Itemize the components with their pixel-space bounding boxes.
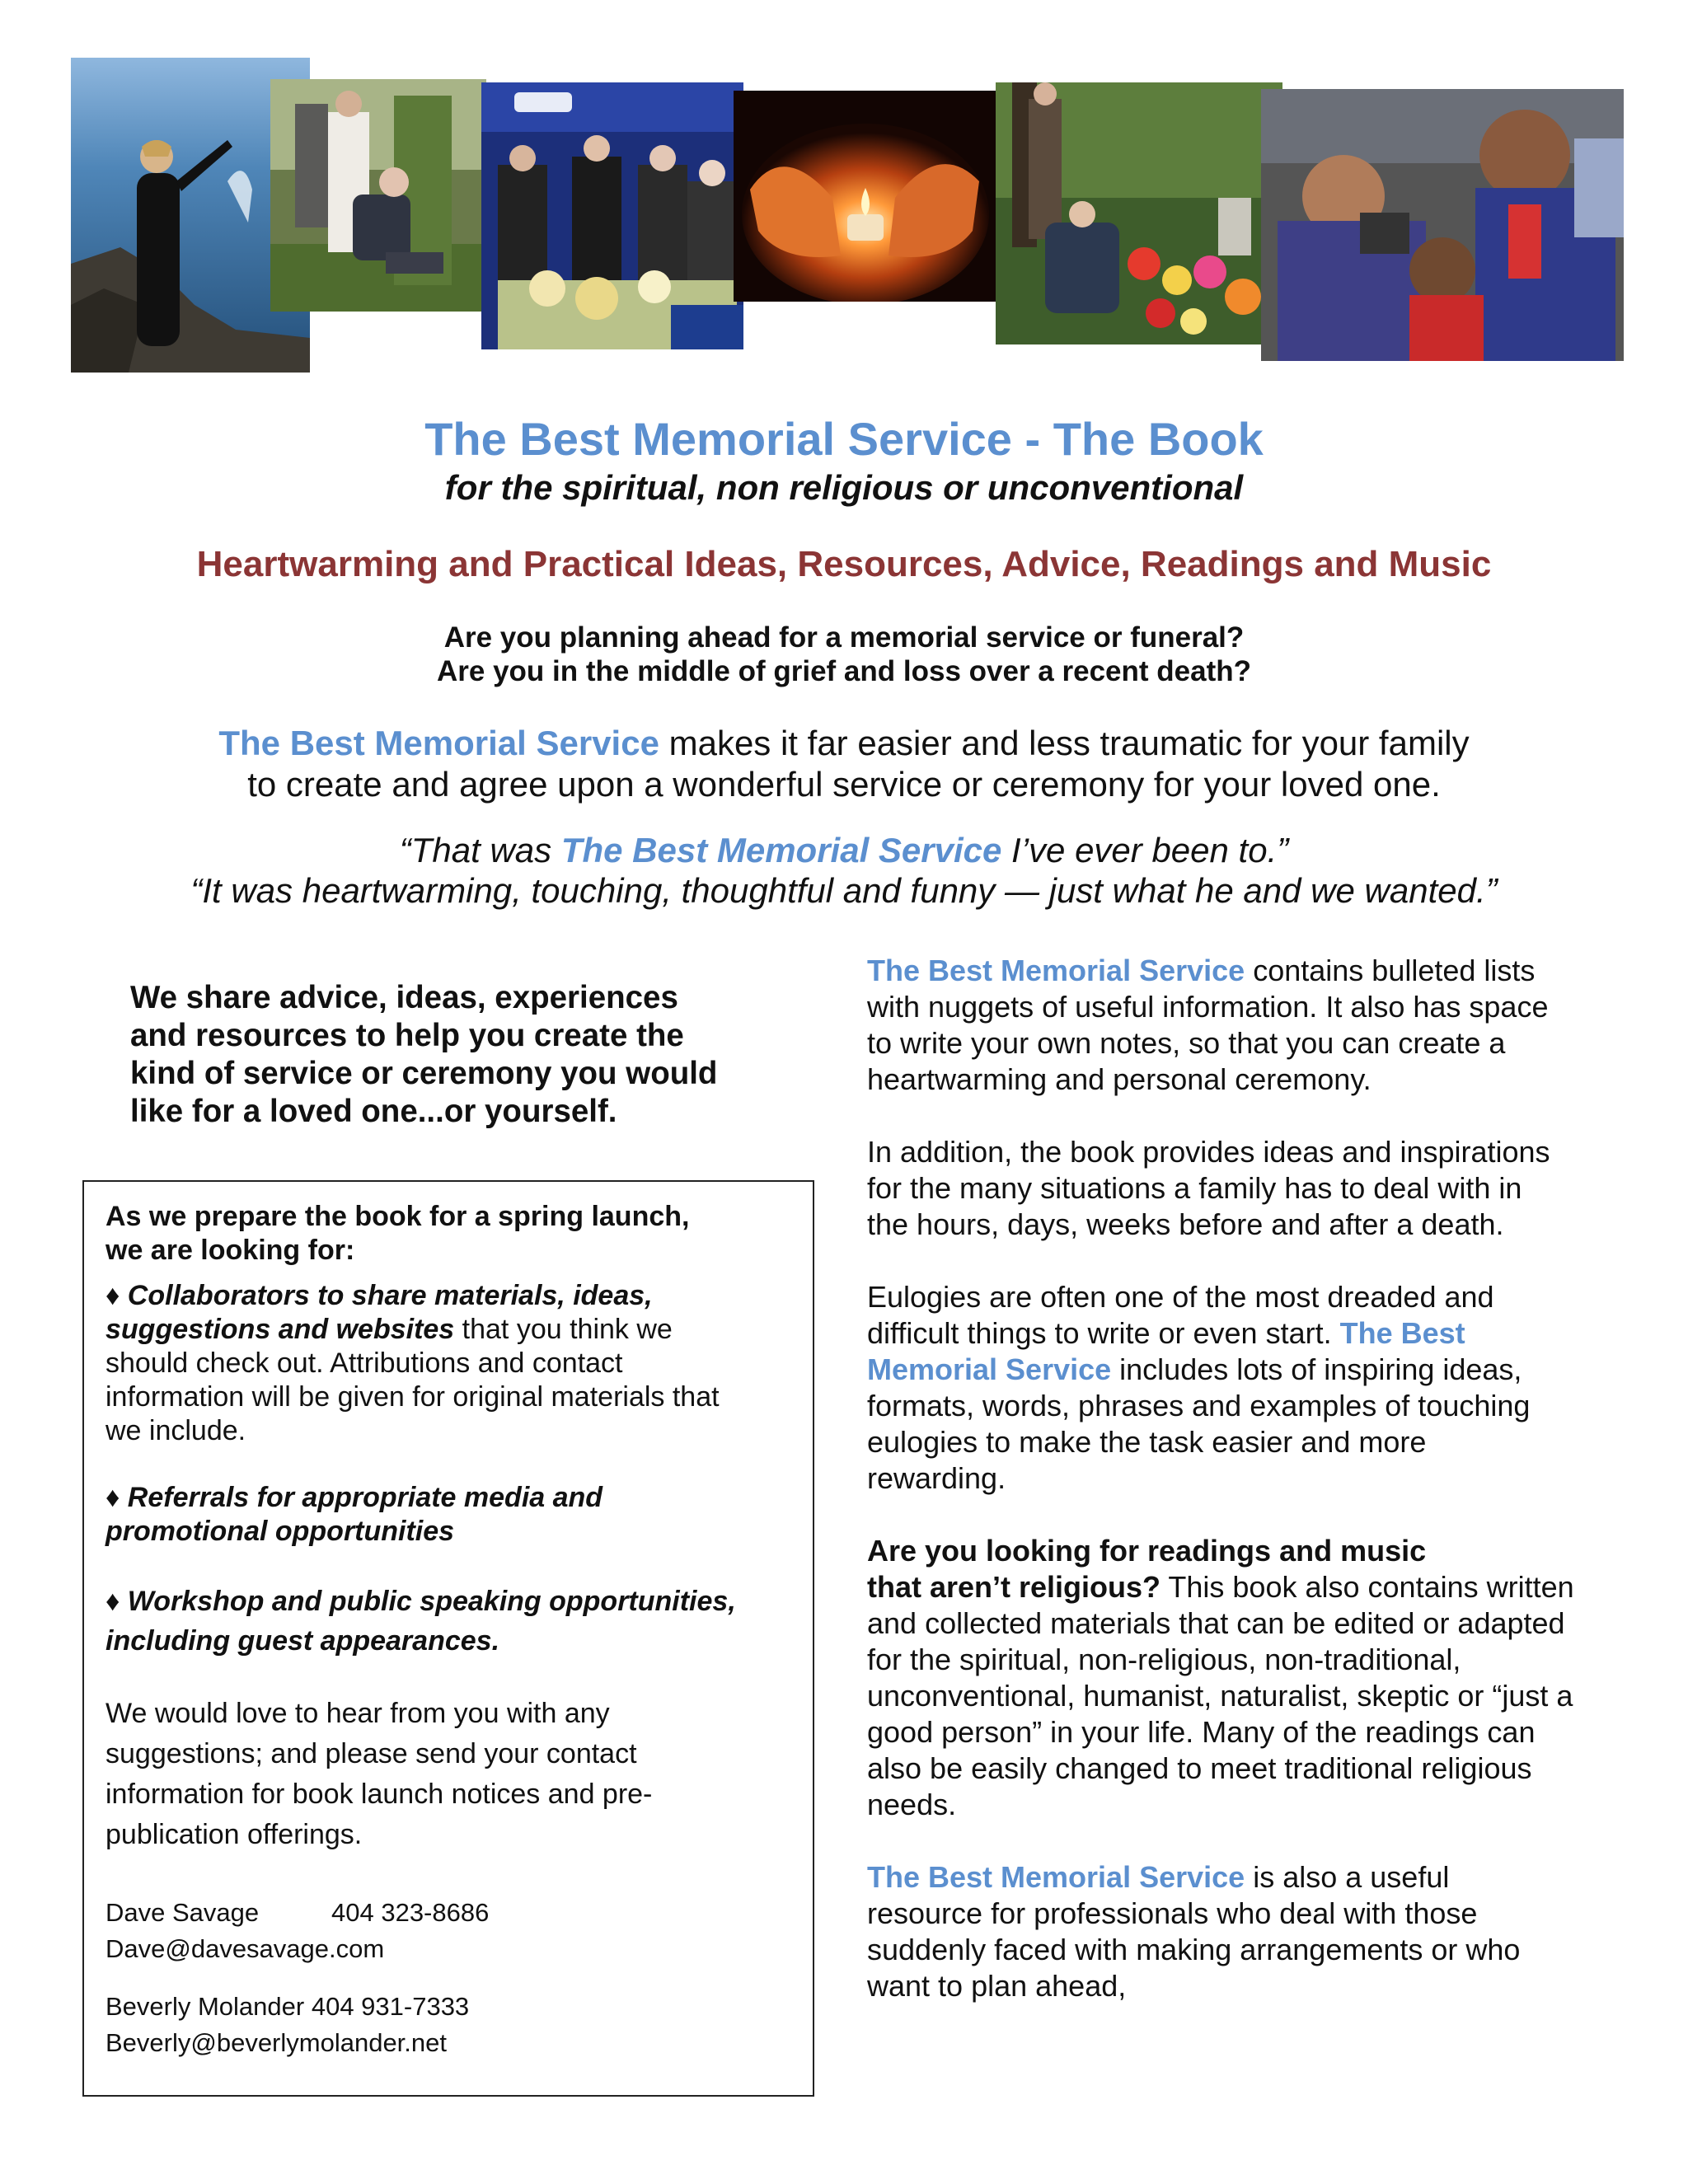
photo-flowers — [996, 82, 1282, 344]
testimonial-1 — [0, 831, 1688, 870]
item-workshop-line-1: ♦ Workshop and public speaking opportunities, — [106, 1586, 736, 1617]
item-collaborators-line-4: information will be given for original materials that — [106, 1381, 720, 1413]
love-line: suggestions; and please send your contact — [106, 1738, 637, 1769]
readings-question-end: that aren’t religious? — [867, 1570, 1161, 1604]
text-line: for the many situations a family has to deal with in — [867, 1171, 1522, 1205]
contact-dave-name: Dave Savage — [106, 1898, 260, 1927]
share-line: kind of service or ceremony you would — [130, 1056, 718, 1091]
text-line: resource for professionals who deal with those — [867, 1896, 1478, 1930]
share-statement — [130, 979, 806, 1131]
contact-dave-phone: 404 323-8686 — [331, 1898, 490, 1927]
contact-dave-email[interactable]: Dave@davesavage.com — [106, 1934, 385, 1963]
paragraph-readings-music — [867, 1533, 1642, 1823]
brand-name: The Best Memorial Service — [867, 954, 1245, 987]
brand-name: Memorial Service — [867, 1352, 1112, 1386]
readings-question: Are you looking for readings and music — [867, 1534, 1427, 1568]
box-heading-line-1: As we prepare the book for a spring launch, — [106, 1201, 690, 1232]
subtitle: for the spiritual, non religious or unconventional — [444, 468, 1244, 507]
text-line: contains bulleted lists — [1245, 954, 1536, 987]
quote1-brand: The Best Memorial Service — [560, 831, 1002, 869]
text-line: for the spiritual, non-religious, non-traditional, — [867, 1643, 1461, 1676]
contact-dave — [106, 1895, 813, 1931]
contact-beverly-email[interactable]: Beverly@beverlymolander.net — [106, 2028, 448, 2057]
intro-line-1 — [0, 724, 1688, 763]
text-line: In addition, the book provides ideas and inspirations — [867, 1135, 1550, 1169]
text-line: includes lots of inspiring ideas, — [1111, 1352, 1522, 1386]
question-planning: Are you planning ahead for a memorial service or funeral? — [443, 621, 1245, 654]
intro-line-1-text: makes it far easier and less traumatic for your family — [659, 724, 1470, 762]
text-line: Eulogies are often one of the most dreaded and — [867, 1280, 1494, 1314]
share-line: like for a loved one...or yourself. — [130, 1094, 617, 1129]
photo-candle — [734, 91, 996, 302]
text-line: difficult things to write or even start. — [867, 1316, 1340, 1350]
love-line: information for book launch notices and pre- — [106, 1779, 653, 1810]
photo-grieving — [1261, 89, 1624, 361]
item-referrals-line-1: ♦ Referrals for appropriate media and — [106, 1482, 603, 1513]
quote1-post: I’ve ever been to.” — [1001, 831, 1289, 869]
tagline: Heartwarming and Practical Ideas, Resources, Advice, Readings and Music — [196, 544, 1492, 584]
intro-line-2: to create and agree upon a wonderful service or ceremony for your loved one. — [247, 765, 1441, 804]
text-line: suddenly faced with making arrangements or who — [867, 1933, 1521, 1966]
item-collaborators-line-1: ♦ Collaborators to share materials, ideas, — [106, 1280, 653, 1311]
contact-beverly: Beverly Molander 404 931-7333 — [106, 1992, 470, 2021]
item-workshop-line-2: including guest appearances. — [106, 1625, 500, 1657]
item-referrals-line-2: promotional opportunities — [106, 1516, 455, 1547]
item-collaborators-rest: that you think we — [454, 1314, 673, 1345]
photo-graveside — [270, 79, 486, 312]
page-title: The Best Memorial Service - The Book — [424, 413, 1264, 465]
text-line: This book also contains written — [1160, 1570, 1574, 1604]
item-collaborators-line-5: we include. — [106, 1415, 246, 1446]
text-line: eulogies to make the task easier and more — [867, 1425, 1427, 1459]
brand-name: The Best Memorial Service — [867, 1860, 1245, 1894]
text-line: unconventional, humanist, naturalist, skeptic or “just a — [867, 1679, 1573, 1713]
text-line: with nuggets of useful information. It also has space — [867, 990, 1549, 1024]
text-line: want to plan ahead, — [867, 1969, 1127, 2003]
testimonial-2: “It was heartwarming, touching, thoughtful and funny — just what he and we wanted.” — [190, 871, 1498, 910]
text-line: to write your own notes, so that you can create a — [867, 1026, 1506, 1060]
paragraph-eulogies — [867, 1279, 1642, 1497]
share-line: and resources to help you create the — [130, 1018, 684, 1053]
text-line: rewarding. — [867, 1461, 1006, 1495]
quote1-pre: “That was — [399, 831, 561, 869]
brand-name: The Best — [1339, 1316, 1465, 1350]
item-collaborators-line-2 — [106, 1313, 813, 1347]
item-collaborators-bold: suggestions and websites — [106, 1314, 455, 1345]
description-column — [867, 953, 1642, 2041]
text-line: is also a useful — [1245, 1860, 1450, 1894]
paragraph-professionals — [867, 1859, 1642, 2004]
text-line: good person” in your life. Many of the readings can — [867, 1715, 1536, 1749]
item-collaborators-line-3: should check out. Attributions and contact — [106, 1347, 623, 1379]
text-line: the hours, days, weeks before and after a death. — [867, 1207, 1504, 1241]
box-heading-line-2: we are looking for: — [106, 1235, 355, 1266]
intro-brand: The Best Memorial Service — [218, 724, 659, 762]
text-line: formats, words, phrases and examples of touching — [867, 1389, 1531, 1422]
text-line: and collected materials that can be edited or adapted — [867, 1606, 1565, 1640]
paragraph-bulleted-lists — [867, 953, 1642, 1098]
question-grief: Are you in the middle of grief and loss over a recent death? — [437, 655, 1251, 687]
share-line: We share advice, ideas, experiences — [130, 980, 678, 1015]
photo-casket — [481, 82, 743, 349]
text-line: needs. — [867, 1788, 957, 1821]
paragraph-inspirations — [867, 1134, 1642, 1243]
love-line: publication offerings. — [106, 1819, 363, 1850]
collaboration-box — [82, 1180, 814, 2097]
text-line: also be easily changed to meet traditional religious — [867, 1751, 1532, 1785]
love-line: We would love to hear from you with any — [106, 1698, 610, 1729]
text-line: heartwarming and personal ceremony. — [867, 1062, 1372, 1096]
